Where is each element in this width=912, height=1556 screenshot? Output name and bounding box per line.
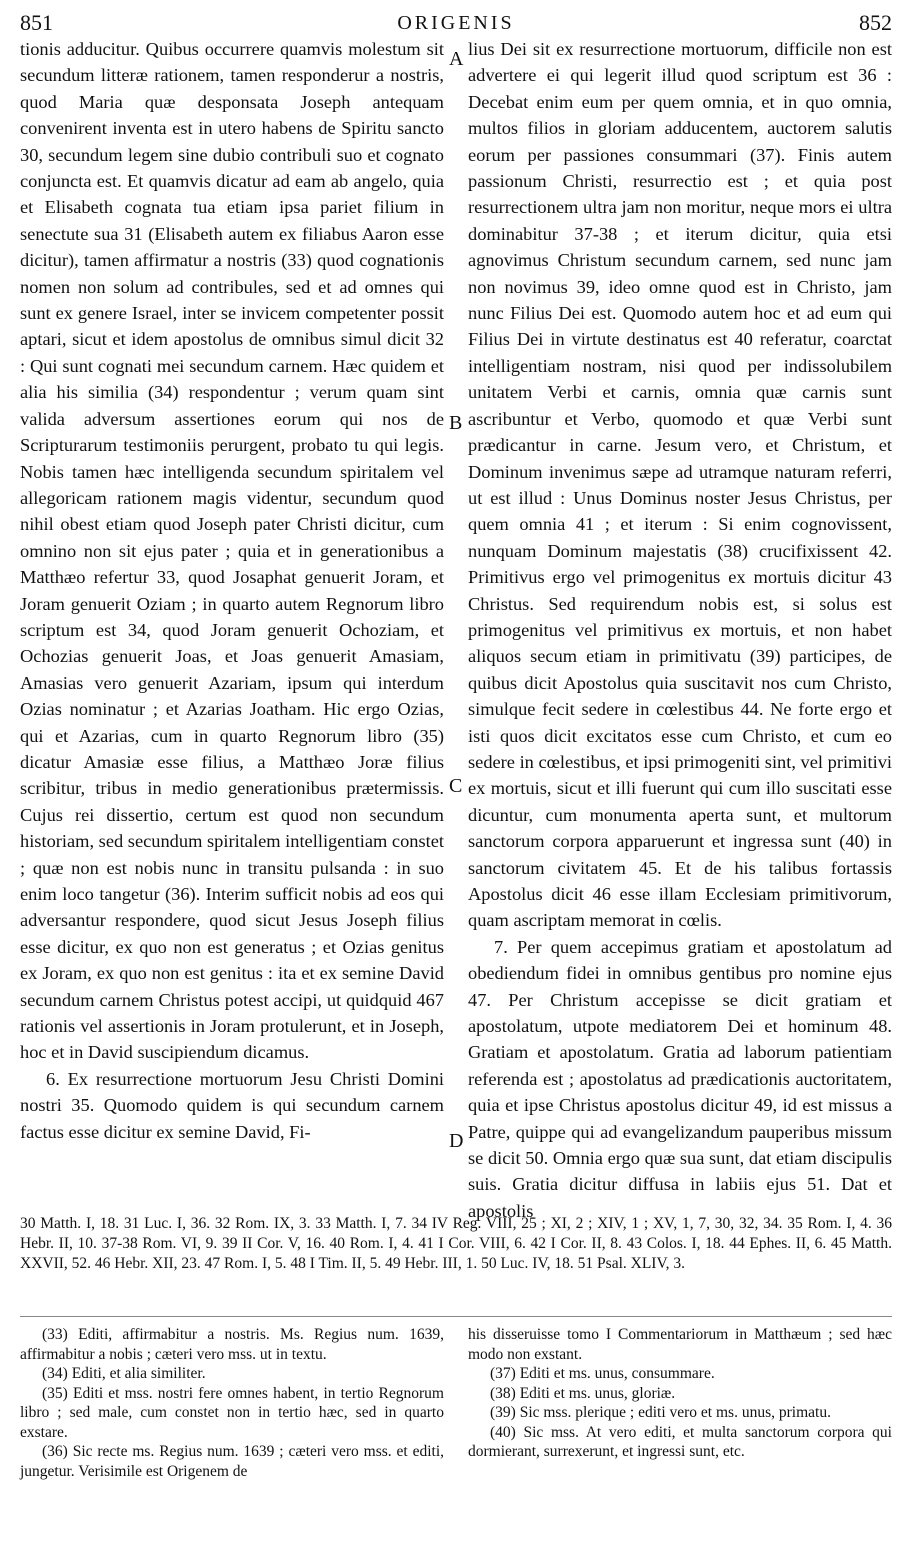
margin-letter-d: D <box>449 1130 464 1152</box>
running-title: ORIGENIS <box>397 12 515 34</box>
notes-right-column <box>468 1325 892 1462</box>
page-number-right: 852 <box>859 10 892 35</box>
scripture-references: 30 Matth. I, 18. 31 Luc. I, 36. 32 Rom. IX, 3. 33 Matth. I, 7. 34 IV Reg. VIII, 25 ; XI, 2 ; XIV, 1 ; XV, 1, 7, 30, 32, 34. 35 Rom. I, 4. 36 Hebr. II, 10. 37-38 Rom. VI, 9. 39 II Cor. V, 16. 40 Rom. I, 4. 41 I Cor. VIII, 6. 42 I Cor. II, 8. 43 Colos. I, 18. 44 Ephes. II, 6. 45 Matth. XXVII, 52. 46 Hebr. XII, 23. 47 Rom. I, 5. 48 I Tim. II, 5. 49 Hebr. III, 1. 50 Luc. IV, 18. 51 Psal. XLIV, 3. <box>20 1215 892 1272</box>
margin-letter-c: C <box>449 775 463 797</box>
notes-left-column <box>20 1325 444 1481</box>
left-paragraph-2: 6. Ex resurrectione mortuorum Jesu Christi Domini nostri 35. Quomodo quidem is qui secundum carnem factus esse dicitur ex semine David, Fi- <box>20 1068 444 1142</box>
note-37: (37) Editi et ms. unus, consummare. <box>490 1365 715 1382</box>
note-38: (38) Editi et ms. unus, gloriæ. <box>490 1384 676 1402</box>
right-column <box>468 36 892 1224</box>
right-paragraph-2: 7. Per quem accepimus gratiam et apostolatum ad obediendum fidei in omnibus gentibus pro nomine ejus 47. Per Christum accepisse se dicit gratiam et apostolatum, utpote mediatorem Dei et hominum 48. Gratiam et apostolatum. Gratia ad laborum patientiam referenda est ; apostolatus ad prædicationis auctoritatem, quia et ipse Christus apostolus dicitur 49, id est missus a Patre, quippe qui ad evangelizandum pauperibus missum se dicit 50. Omnia ergo quæ sua sunt, dat etiam discipulis suis. Gratia dicitur diffusa in labiis ejus 51. Dat et apostolis <box>468 936 892 1221</box>
left-column <box>20 36 444 1145</box>
note-39: (39) Sic mss. plerique ; editi vero et ms. unus, primatu. <box>490 1404 831 1421</box>
margin-letter-a: A <box>449 48 464 70</box>
note-36-continued: his disseruisse tomo I Commentariorum in Matthæum ; sed hæc modo non exstant. <box>468 1326 892 1363</box>
notes-divider <box>20 1316 892 1317</box>
note-35: (35) Editi et mss. nostri fere omnes habent, in tertio Regnorum libro ; sed male, cum constet non in tertio hæc, sed in quarto exstare. <box>20 1384 444 1441</box>
right-paragraph-1: lius Dei sit ex resurrectione mortuorum, difficile non est advertere ei qui legerit illud quod scriptum est 36 : Decebat enim eum per quem omnia, et in quo omnia, multos filios in gloriam adducentem, auctorem salutis eorum per passiones consummari (37). Finis autem passionum Christi, resurrectio est ; et quia post resurrectionem ultra jam non moritur, neque mors ei ultra dominabitur 37-38 ; et iterum dicitur, quia etsi agnovimus Christum secundum carnem, sed nunc jam non novimus 39, ideo omne quod est in Christo, jam nunc Filius Dei est. Quomodo autem hoc et ad eum qui Filius Dei in virtute destinatus est 40 referatur, coarctat intelligentiam nostram, nisi quod per indissolubilem unitatem Verbi et carnis, omnia quæ carnis sunt ascribuntur et Verbo, quomodo et quæ Verbi sunt prædicantur in carne. Jesum vero, et Christum, et Dominum invenimus sæpe ad utramque naturam referri, ut est illud : Unus Dominus noster Jesus Christus, per quem omnia 41 ; et iterum : Si enim cognovissent, nunquam Dominum majestatis (38) crucifixissent 42. Primitivus ergo vel primogenitus ex mortuis dicitur 43 Christus. Sed requirendum nobis est, si solus est primogenitus vel primitivus ex mortuis, et non habet aliquos secum etiam in primitivatu (39) participes, de quibus dicit Apostolus quia suscitavit nos cum Christo, simulque fecit sedere in cœlestibus 44. Ne forte ergo et isti quos dicit excitatos esse cum Christo, et cum eo sedere in cœlestibus, et ipsi primogeniti sint, vel primitivi ex mortuis, sicut et illi fuerunt qui cum illo suscitati esse dicuntur, cum monumenta aperta sunt, et multorum sanctorum corpora apparuerunt et ingressa sunt (40) in sanctorum civitatem 45. Et de his talibus fortassis Apostolus dicit 46 esse illam Ecclesiam primitivorum, quam ascriptam memorat in cœlis. <box>468 39 892 931</box>
page-number-left: 851 <box>20 10 53 35</box>
note-40: (40) Sic mss. At vero editi, et multa sanctorum corpora qui dormierant, surrexerunt, et ingressi sunt, etc. <box>468 1423 892 1460</box>
left-paragraph-1: tionis adducitur. Quibus occurrere quamvis molestum sit secundum litteræ rationem, tamen responderur a nostris, quod Maria quæ desponsata Joseph antequam convenirent inventa est in utero habens de Spiritu sancto 30, secundum legem sine dubio contribuli suo et cognato conjuncta est. Et quamvis dicatur ad eam ab angelo, quia et Elisabeth cognata tua etiam ipsa pariet filium in senectute sua 31 (Elisabeth autem ex filiabus Aaron esse dicitur), tamen affirmatur a nostris (33) quod cognationis nomen non solum ad contribules, sed et ad omnes qui sunt ex genere Israel, inter se invicem competenter possit aptari, sicut et idem apostolus de omnibus simul dicit 32 : Qui sunt cognati mei secundum carnem. Hæc quidem et alia his similia (34) respondentur ; verum quam sint valida adversum assertiones eorum qui nos de Scripturarum testimoniis perurgent, probato tu qui legis. Nobis tamen hæc intelligenda secundum spiritalem vel allegoricam rationem magis videntur, secundum quod nihil obest etiam quod Joseph pater Christi dicitur, cum omnino non sit ejus pater ; quia et in generationibus a Matthæo refertur 33, quod Josaphat genuerit Joram, et Joram genuerit Oziam ; in quarto autem Regnorum libro scriptum est 34, quod Joram genuerit Ochoziam, et Ochozias genuerit Joas, et Joas genuerit Amasiam, Amasias vero genuerit Azariam, ipsum qui interdum Ozias nominatur ; et Azarias Joatham. Hic ergo Ozias, qui et Azarias, cum in quarto Regnorum libro (35) dicatur Amasiæ esse filius, a Matthæo Joræ filius scribitur, tribus in medio generationibus prætermissis. Cujus rei dissertio, certum est quod non secundum historiam, sed secundum spiritalem intelligentiam constet ; quæ non est nobis nunc in transitu pulsanda : in suo enim loco tangetur (36). Interim sufficit nobis ad eos qui adversantur respondere, quod sicut Jesus Joseph filius esse dicitur, ex quo non est generatus ; et Ozias genitus ex Joram, ex quo non est genitus : ita et ex semine David secundum carnem Christus potest accipi, ut quidquid 467 rationis vel assertionis in Joram protulerunt, et in Joseph, hoc et in David suscipiendum dicamus. <box>20 39 444 1063</box>
note-36: (36) Sic recte ms. Regius num. 1639 ; cæteri vero mss. et editi, jungetur. Verisimile est Origenem de <box>20 1443 444 1480</box>
note-34: (34) Editi, et alia similiter. <box>42 1365 206 1382</box>
note-33: (33) Editi, affirmabitur a nostris. Ms. Regius num. 1639, affirmabitur a nobis ; cæteri vero mss. ut in textu. <box>20 1326 444 1363</box>
margin-letter-b: B <box>449 412 463 434</box>
